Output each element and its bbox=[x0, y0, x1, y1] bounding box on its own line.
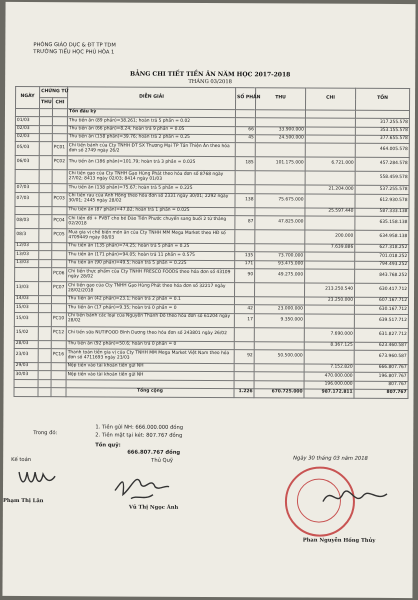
cell-date: 15/02 bbox=[14, 326, 38, 340]
cell-portions: 135 bbox=[235, 252, 255, 260]
footer-date: Ngày 30 tháng 03 năm 2018 bbox=[293, 455, 368, 462]
cell-date: 13/03 bbox=[15, 251, 39, 259]
cell-out bbox=[304, 314, 354, 328]
cell-desc: Thu tiền ăn (87 phần)=47.82; hoàn trả 1 phần = 0.025 bbox=[67, 206, 235, 215]
cell-date: 08/03 bbox=[15, 215, 39, 229]
cell-desc: Nộp tiền vào tài khoản tiền gửi NH bbox=[66, 371, 234, 380]
cell-portions bbox=[235, 118, 255, 126]
cell-balance: 630.167.712 bbox=[354, 306, 408, 315]
ledger-table bbox=[13, 86, 410, 399]
cell-voucher-thu bbox=[39, 282, 52, 296]
cell-voucher-thu bbox=[39, 229, 52, 243]
cell-balance: 627.318.252 bbox=[355, 244, 409, 253]
cell-portions bbox=[234, 372, 254, 380]
cell-desc: Chi tiền bánh các loại của Nguyễn Thành Đô theo hóa đơn số 61204 ngày 28/02 bbox=[66, 313, 234, 328]
cell-voucher-chi: PC03 bbox=[52, 192, 67, 206]
totals-label: Tổng cộng bbox=[66, 388, 234, 397]
cell-voucher-thu bbox=[39, 243, 52, 251]
footer-total-value: 666.807.767 đồng bbox=[127, 449, 181, 456]
cell-in bbox=[255, 143, 305, 157]
cell-voucher-thu bbox=[38, 312, 51, 326]
cell-voucher-thu bbox=[39, 259, 52, 267]
cell-portions bbox=[234, 327, 254, 341]
cell-voucher-thu bbox=[39, 215, 52, 229]
cell-out bbox=[305, 127, 355, 136]
col-voucher-thu: THU bbox=[39, 98, 52, 109]
cell-balance: 666.807.767 bbox=[354, 364, 408, 373]
totals-balance: 807.767 bbox=[354, 389, 408, 398]
cell-portions bbox=[234, 364, 254, 372]
cell-in: 9.350.000 bbox=[254, 314, 304, 328]
cell-in: 50.500.000 bbox=[254, 350, 304, 364]
col-date: NGÀY bbox=[16, 86, 40, 108]
cell-desc: Thu tiền ăn (186 phần)=101.79; hoàn trả 3 phần = 0.025 bbox=[67, 156, 235, 171]
cell-out: 6.721.000 bbox=[305, 157, 355, 171]
cell-portions: 171 bbox=[235, 260, 255, 268]
cell-voucher-thu bbox=[39, 134, 52, 142]
cell-portions bbox=[234, 341, 254, 349]
cell-date: 02/03 bbox=[15, 125, 39, 133]
cell-in bbox=[255, 230, 305, 244]
cell-out: 8.367.125 bbox=[304, 342, 354, 351]
school-name: TRƯỜNG TIỂU HỌC PHÚ HÒA 1 bbox=[33, 48, 115, 56]
cell-balance: 635.158.138 bbox=[355, 216, 409, 230]
cell-voucher-chi: PC06 bbox=[52, 268, 67, 282]
cell-out bbox=[305, 194, 355, 208]
cell-voucher-thu bbox=[39, 192, 52, 206]
cell-voucher-thu bbox=[38, 296, 51, 304]
cell-voucher-chi: PC16 bbox=[51, 349, 66, 363]
cell-out bbox=[304, 305, 354, 314]
cell-voucher-chi bbox=[52, 184, 67, 192]
cell-out bbox=[305, 261, 355, 270]
cell-out bbox=[305, 118, 355, 127]
cell-desc: Thu tiền ăn (171 phần)=94.05; hoàn trả 11 phần = 0.575 bbox=[67, 251, 235, 260]
cell-voucher-thu bbox=[39, 125, 52, 133]
cell-out: 25.597.440 bbox=[305, 208, 355, 217]
cell-voucher-thu bbox=[39, 142, 52, 156]
cell-desc: Chi tiền bánh của Cty TNHH ĐT SX Thương Mại TP Tấn Thiện Ân theo hóa đơn số 2749 ngày 26/2 bbox=[67, 142, 235, 157]
page-title: BẢNG CHI TIẾT TIỀN ĂN NĂM HỌC 2017-2018 bbox=[129, 70, 291, 79]
cell-portions: 87 bbox=[235, 216, 255, 230]
cell-desc: Chi tiền gạo của Cty TNHH Gạo Hùng Phát theo hóa đơn số 32217 ngày 28/02/2018 bbox=[67, 282, 235, 297]
cashier-signature bbox=[111, 464, 173, 504]
cell-date: 15/03 bbox=[14, 304, 38, 312]
cell-voucher-thu bbox=[39, 117, 52, 125]
cell-out bbox=[305, 269, 355, 283]
cell-in: 23.000.000 bbox=[254, 305, 304, 314]
cell-date: 15/03 bbox=[14, 312, 38, 326]
cell-balance: 317.255.578 bbox=[355, 119, 409, 128]
cell-in bbox=[255, 185, 305, 194]
col-balance: TỒN bbox=[355, 88, 409, 110]
cell-voucher-thu bbox=[39, 170, 52, 184]
cell-voucher-thu bbox=[39, 251, 52, 259]
cell-voucher-chi bbox=[51, 379, 66, 387]
cell-out bbox=[305, 171, 355, 185]
totals-out: 987.172.811 bbox=[304, 389, 354, 398]
cell-in bbox=[254, 364, 304, 373]
cell-out bbox=[305, 143, 355, 157]
cell-date bbox=[14, 379, 38, 387]
cell-date: 01/03 bbox=[15, 117, 39, 125]
principal-name: Phan Nguyễn Hồng Thủy bbox=[302, 537, 376, 544]
cell-voucher-chi bbox=[51, 363, 66, 371]
accountant-signature bbox=[17, 464, 57, 490]
cell-voucher-chi bbox=[51, 371, 66, 379]
cell-voucher-chi bbox=[52, 206, 67, 214]
cell-in: 73.700.000 bbox=[255, 252, 305, 261]
cell-portions bbox=[235, 283, 255, 297]
cell-portions bbox=[234, 297, 254, 305]
cell-out: 196.000.000 bbox=[304, 381, 354, 390]
cell-desc: Thu tiền ăn (135 phần)=74.25; hoàn trả 5 phần = 0.25 bbox=[67, 243, 235, 252]
cell-date bbox=[15, 268, 39, 282]
cell-desc: Mua gia vị chế biến món ăn của Cty TNHH MM Mega Market theo HĐ số 4709449 ngày 08/03 bbox=[67, 229, 235, 244]
cell-out: 21.204.000 bbox=[305, 185, 355, 194]
cell-voucher-chi bbox=[52, 259, 67, 267]
cell-desc: Thu tiền ăn (92 phần)=50.6; hoàn trả 0 phần = 0 bbox=[66, 341, 234, 350]
cell-balance: 196.807.767 bbox=[354, 373, 408, 382]
cell-desc: Thu tiền ăn (42 phần)=23.1; hoàn trả 2 phần = 0.1 bbox=[66, 296, 234, 305]
cell-balance: 353.155.578 bbox=[355, 127, 409, 136]
cell-voucher-chi: PC04 bbox=[52, 215, 67, 229]
cell-voucher-chi bbox=[52, 243, 67, 251]
cell-balance: 631.827.712 bbox=[354, 328, 408, 342]
col-in: THU bbox=[255, 88, 305, 110]
cell-in: 47.825.000 bbox=[255, 216, 305, 230]
cell-in: 93.475.000 bbox=[255, 260, 305, 269]
cell-voucher-chi bbox=[51, 340, 66, 348]
cell-in: 101.175.000 bbox=[255, 157, 305, 171]
cell-voucher-chi: PC10 bbox=[51, 312, 66, 326]
cell-voucher-thu bbox=[38, 326, 51, 340]
cell-out: 7.690.000 bbox=[304, 328, 354, 342]
cell-voucher-thu bbox=[38, 304, 51, 312]
cell-balance: 457.284.578 bbox=[355, 158, 409, 172]
cell-voucher-thu bbox=[39, 268, 52, 282]
cell-portions bbox=[235, 230, 255, 244]
cell-balance: 843.768.252 bbox=[355, 269, 409, 283]
cell-portions: 42 bbox=[234, 305, 254, 313]
cell-balance: 630.417.712 bbox=[355, 283, 409, 297]
cell-in bbox=[254, 297, 304, 306]
cell-voucher-thu bbox=[39, 184, 52, 192]
cell-date: 23/03 bbox=[14, 349, 38, 363]
cell-in bbox=[254, 342, 304, 351]
cell-desc: Thu tiền ăn (138 phần)=75.67; hoàn trả 5 phần = 0.225 bbox=[67, 184, 235, 193]
cell-in bbox=[255, 207, 305, 216]
cell-portions bbox=[234, 380, 254, 388]
cell-out: 7.152.820 bbox=[304, 364, 354, 373]
document-page bbox=[2, 2, 415, 598]
cell-portions bbox=[235, 207, 255, 215]
totals-in: 670.725.000 bbox=[254, 389, 304, 398]
col-voucher-chi: CHI bbox=[52, 98, 67, 109]
cell-balance: 587.333.138 bbox=[355, 208, 409, 217]
cell-out bbox=[304, 350, 354, 364]
cell-balance: 673.960.587 bbox=[354, 350, 408, 364]
cell-date: 08/3 bbox=[15, 229, 39, 243]
cell-balance: 701.018.252 bbox=[355, 253, 409, 262]
cell-date: 13/03 bbox=[15, 259, 39, 267]
cell-voucher-chi bbox=[51, 296, 66, 304]
principal-signature bbox=[319, 482, 391, 512]
cell-date bbox=[15, 206, 39, 214]
cell-portions: 185 bbox=[235, 157, 255, 171]
cell-desc: Thu tiền ăn (89 phần)=38.261; hoàn trả 5 phần = 0.02 bbox=[67, 117, 235, 126]
cell-in bbox=[255, 118, 305, 127]
col-out: CHI bbox=[305, 88, 355, 110]
cell-voucher-chi: PC05 bbox=[52, 229, 67, 243]
cell-portions bbox=[235, 244, 255, 252]
cell-voucher-thu bbox=[38, 340, 51, 348]
cell-voucher-thu bbox=[38, 363, 51, 371]
cell-desc: Thu tiền ăn (90 phần)=49.5; hoàn trả 5 phần = 0.225 bbox=[67, 260, 235, 269]
cell-desc: Chi tiền đồ + PVBT cho bé Đào Tiến Phước chuyển sang buổi 2 từ tháng 02/2018 bbox=[67, 215, 235, 230]
cell-in bbox=[255, 283, 305, 297]
cell-portions: 92 bbox=[234, 350, 254, 364]
cell-voucher-chi bbox=[52, 251, 67, 259]
opening-label: Tồn đầu kỳ bbox=[67, 109, 235, 118]
cell-balance: 464.005.578 bbox=[355, 144, 409, 158]
cell-date: 12/03 bbox=[15, 243, 39, 251]
cell-desc: Chi tiền thực phẩm của Cty TNHH FRESCO FOODS theo hóa đơn số 43109 ngày 28/02 bbox=[67, 268, 235, 283]
cell-out: 200.000 bbox=[305, 230, 355, 244]
cell-voucher-chi bbox=[52, 125, 67, 133]
cell-desc: Chi tiền sữa NUTIFOOD Bình Dương theo hóa đơn số 243801 ngày 26/02 bbox=[66, 327, 234, 342]
cell-voucher-thu bbox=[38, 379, 51, 387]
cell-date: 07/03 bbox=[15, 184, 39, 192]
cell-voucher-chi: PC02 bbox=[52, 156, 67, 170]
cell-date: 05/03 bbox=[15, 142, 39, 156]
page-subtitle: THÁNG 03/2018 bbox=[188, 78, 232, 86]
totals-row bbox=[14, 388, 408, 398]
cell-balance: 634.958.138 bbox=[355, 230, 409, 244]
col-voucher: CHỨNG TỪ bbox=[40, 87, 68, 98]
footer-bank-line: 1. Tiền gửi NH: 666.000.000 đồng bbox=[95, 424, 184, 431]
cell-balance: 807.767 bbox=[354, 381, 408, 390]
cashier-title: Thủ Quỹ bbox=[151, 457, 174, 464]
footer-total-label: Tồn quỹ: bbox=[95, 442, 121, 449]
cell-date: 07/03 bbox=[15, 192, 39, 206]
cell-voucher-chi bbox=[51, 304, 66, 312]
cell-desc: Thu tiền ăn (66 phần)=8.24; hoàn trả 9 phần = 0.05 bbox=[67, 125, 235, 134]
cell-in bbox=[254, 372, 304, 381]
col-desc: DIỄN GIẢI bbox=[67, 87, 235, 110]
cell-voucher-thu bbox=[38, 349, 51, 363]
cell-out: 23.250.000 bbox=[304, 297, 354, 306]
cell-balance: 558.459.578 bbox=[355, 172, 409, 186]
cell-desc: Chi tiền rau của Anh Hồng theo hóa đơn số 2331 ngày 30/01; 2292 ngày 30/01; 2445 ngày 28/02 bbox=[67, 192, 235, 207]
cell-voucher-chi bbox=[52, 170, 67, 184]
cell-balance: 623.460.587 bbox=[354, 342, 408, 351]
cell-portions: 138 bbox=[235, 193, 255, 207]
cell-voucher-thu bbox=[39, 206, 52, 214]
cell-in bbox=[255, 171, 305, 185]
cell-voucher-chi: PC12 bbox=[51, 326, 66, 340]
cell-desc: Thu tiền ăn (17 phần)=9.35; hoàn trả 0 phần = 0 bbox=[66, 304, 234, 313]
accountant-name: Phạm Thị Lân bbox=[2, 497, 44, 505]
cell-out: 470.000.000 bbox=[304, 372, 354, 381]
cell-desc: Thu tiền ăn (158 phần)=39.76; hoàn trả 2 phần = 0.25 bbox=[67, 134, 235, 143]
cell-desc: Chi tiền gạo của Cty TNHH Gạo Hùng Phát theo hóa đơn số 8768 ngày 27/02; 8413 ngày 02/03; 8414 ngày 01/03 bbox=[67, 170, 235, 185]
cell-in: 33.900.000 bbox=[255, 126, 305, 135]
ledger-body bbox=[14, 108, 409, 389]
cell-portions: 45 bbox=[235, 135, 255, 143]
cell-date: 30/03 bbox=[14, 371, 38, 379]
cell-balance: 607.167.712 bbox=[354, 297, 408, 306]
cell-balance: 377.655.578 bbox=[355, 135, 409, 144]
footer-cash-line: 2. Tiền mặt tại két: 807.767 đồng bbox=[95, 432, 183, 439]
cell-in: 49.275.000 bbox=[255, 269, 305, 283]
cell-portions bbox=[235, 143, 255, 157]
cell-out bbox=[305, 252, 355, 261]
cell-portions: 90 bbox=[235, 269, 255, 283]
cell-portions: 66 bbox=[235, 126, 255, 134]
cell-voucher-chi: PC01 bbox=[52, 142, 67, 156]
cell-in: 24.500.000 bbox=[255, 135, 305, 144]
totals-portions: 1.226 bbox=[234, 389, 254, 397]
cell-desc: Nộp tiền vào tài khoản tiền gửi NH bbox=[66, 363, 234, 372]
cell-out: 213.250.540 bbox=[305, 283, 355, 297]
accountant-title: Kế toán bbox=[11, 456, 32, 464]
cell-balance: 794.493.252 bbox=[355, 261, 409, 270]
footer-in-which: Trong đó: bbox=[33, 430, 58, 437]
col-portions: SỐ PHẦN bbox=[235, 88, 255, 110]
cell-balance: 639.517.712 bbox=[354, 314, 408, 328]
cell-date: 29/03 bbox=[14, 363, 38, 371]
cell-out: 7.639.886 bbox=[305, 244, 355, 253]
cell-voucher-chi bbox=[52, 117, 67, 125]
cell-voucher-thu bbox=[39, 156, 52, 170]
cell-date bbox=[15, 170, 39, 184]
cell-voucher-chi bbox=[52, 134, 67, 142]
cell-date: 06/03 bbox=[15, 156, 39, 170]
cell-date: 02/03 bbox=[15, 134, 39, 142]
cell-voucher-thu bbox=[38, 371, 51, 379]
cell-date: 28/03 bbox=[14, 340, 38, 348]
cell-out bbox=[305, 135, 355, 144]
cell-out bbox=[305, 216, 355, 230]
cell-balance: 612.930.578 bbox=[355, 194, 409, 208]
header-block bbox=[33, 42, 116, 55]
cell-in bbox=[255, 244, 305, 253]
cell-portions bbox=[235, 185, 255, 193]
table-header-row bbox=[16, 86, 410, 99]
cell-balance: 537.255.578 bbox=[355, 186, 409, 195]
cell-desc: Thanh toán tiền gia vị của Cty TNHH MM Mega Market Việt Nam theo hóa đơn số 4711693 ngày 23/03 bbox=[66, 349, 234, 364]
cell-portions: 17 bbox=[234, 313, 254, 327]
cell-in bbox=[254, 328, 304, 342]
cell-portions bbox=[235, 171, 255, 185]
cell-in: 75.675.000 bbox=[255, 193, 305, 207]
cashier-name: Vũ Thị Ngọc Ánh bbox=[128, 504, 179, 511]
department-name: PHÒNG GIÁO DỤC & ĐT TP TDM bbox=[33, 42, 116, 49]
cell-date: 13/03 bbox=[15, 282, 39, 296]
cell-date: 14/03 bbox=[14, 296, 38, 304]
cell-voucher-chi: PC07 bbox=[52, 282, 67, 296]
cell-in bbox=[254, 381, 304, 390]
